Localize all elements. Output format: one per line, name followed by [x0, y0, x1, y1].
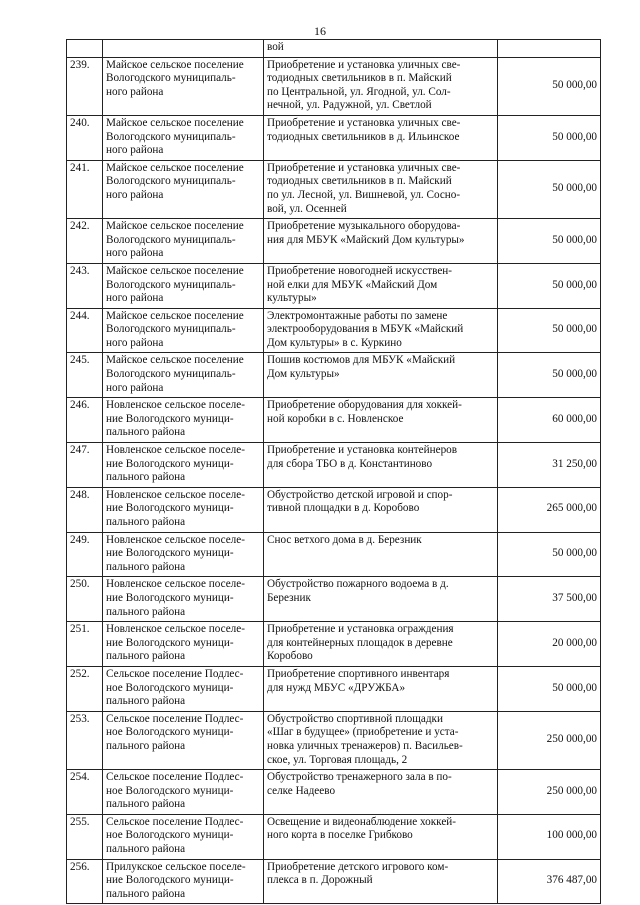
amount-cell: 50 000,00	[498, 353, 601, 398]
settlement-cell	[103, 353, 264, 398]
settlement-cell	[103, 219, 264, 264]
table-row	[67, 666, 601, 711]
description-cell	[264, 814, 498, 859]
settlement-line: Майское сельское поселение	[106, 264, 244, 277]
page-number: 16	[314, 24, 326, 38]
settlement-line: пального района	[106, 605, 186, 618]
settlement-line: Вологодского муниципаль-	[106, 72, 236, 85]
description-cell	[264, 115, 498, 160]
description-line: культуры»	[267, 292, 317, 305]
settlement-line: ние Вологодского муници-	[106, 874, 234, 887]
settlement-line: Новленское сельское поселе-	[106, 533, 245, 546]
table-row	[67, 219, 601, 264]
table-row	[67, 308, 601, 353]
settlement-line: Майское сельское поселение	[106, 58, 244, 71]
settlement-cell	[103, 487, 264, 532]
table-row	[67, 814, 601, 859]
settlement-cell	[103, 859, 264, 904]
table-row	[67, 859, 601, 904]
description-line: Дом культуры» в с. Куркино	[267, 336, 402, 349]
description-cell	[264, 160, 498, 218]
description-line: по Центральной, ул. Ягодной, ул. Сол-	[267, 85, 451, 98]
settlement-line: Вологодского муниципаль-	[106, 175, 236, 188]
amount-cell: 265 000,00	[498, 487, 601, 532]
settlement-cell	[103, 57, 264, 115]
description-line: для нужд МБУС «ДРУЖБА»	[267, 681, 406, 694]
description-line: Обустройство пожарного водоема в д.	[267, 578, 449, 591]
settlement-cell	[103, 115, 264, 160]
description-line: Приобретение спортивного инвентаря	[267, 667, 450, 680]
settlement-line: Майское сельское поселение	[106, 116, 244, 129]
settlement-cell	[103, 770, 264, 815]
settlement-line: ного района	[106, 336, 164, 349]
settlement-cell	[103, 263, 264, 308]
continuation-text: вой	[264, 40, 498, 58]
settlement-cell	[103, 711, 264, 769]
row-number: 256.	[67, 859, 103, 904]
settlement-line: ное Вологодского муници-	[106, 726, 234, 739]
description-line: тодиодных светильников в п. Майский	[267, 72, 452, 85]
description-line: Березник	[267, 591, 311, 604]
settlement-line: ного района	[106, 144, 164, 157]
description-cell	[264, 622, 498, 667]
settlement-cell	[103, 666, 264, 711]
row-number: 249.	[67, 532, 103, 577]
description-line: Приобретение и установка уличных све-	[267, 58, 461, 71]
amount-cell: 31 250,00	[498, 443, 601, 488]
row-number: 255.	[67, 814, 103, 859]
description-line: нечной, ул. Радужной, ул. Светлой	[267, 99, 432, 112]
row-number: 250.	[67, 577, 103, 622]
settlement-line: пального района	[106, 650, 186, 663]
settlement-cell	[103, 577, 264, 622]
table-row	[67, 57, 601, 115]
description-line: плекса в п. Дорожный	[267, 874, 373, 887]
description-cell	[264, 263, 498, 308]
description-line: тодиодных светильников в п. Майский	[267, 175, 452, 188]
description-line: «Шаг в будущее» (приобретение и уста-	[267, 726, 459, 739]
settlement-line: пального района	[106, 798, 186, 811]
description-cell	[264, 398, 498, 443]
settlement-line: ного района	[106, 381, 164, 394]
description-line: по ул. Лесной, ул. Вишневой, ул. Сосно-	[267, 188, 461, 201]
settlement-line: ное Вологодского муници-	[106, 681, 234, 694]
table-row	[67, 160, 601, 218]
settlement-line: Вологодского муниципаль-	[106, 323, 236, 336]
description-line: Приобретение и установка ограждения	[267, 623, 454, 636]
table-row	[67, 353, 601, 398]
settlement-line: Майское сельское поселение	[106, 220, 244, 233]
description-line: Пошив костюмов для МБУК «Майский	[267, 354, 456, 367]
description-line: тивной площадки в д. Коробово	[267, 502, 420, 515]
settlement-cell	[103, 308, 264, 353]
settlement-cell	[103, 443, 264, 488]
settlement-line: ного района	[106, 85, 164, 98]
amount-cell: 50 000,00	[498, 219, 601, 264]
description-cell	[264, 666, 498, 711]
table-row	[67, 622, 601, 667]
description-line: Коробово	[267, 650, 313, 663]
row-number: 244.	[67, 308, 103, 353]
settlement-cell	[103, 398, 264, 443]
settlement-line: пального района	[106, 426, 186, 439]
description-line: Приобретение новогодней искусствен-	[267, 264, 453, 277]
description-line: Приобретение музыкального оборудова-	[267, 220, 461, 233]
settlement-line: Майское сельское поселение	[106, 309, 244, 322]
table-row	[67, 443, 601, 488]
settlement-line: ние Вологодского муници-	[106, 591, 234, 604]
amount-cell: 50 000,00	[498, 263, 601, 308]
description-line: электрооборудования в МБУК «Майский	[267, 323, 464, 336]
settlement-line: Майское сельское поселение	[106, 354, 244, 367]
description-cell	[264, 353, 498, 398]
continuation-row	[67, 40, 601, 58]
row-number: 247.	[67, 443, 103, 488]
row-number: 242.	[67, 219, 103, 264]
description-cell	[264, 219, 498, 264]
description-line: для контейнерных площадок в деревне	[267, 636, 453, 649]
description-line: для сбора ТБО в д. Константиново	[267, 457, 433, 470]
row-number: 240.	[67, 115, 103, 160]
funding-table	[66, 39, 601, 904]
settlement-line: ние Вологодского муници-	[106, 636, 234, 649]
row-number: 241.	[67, 160, 103, 218]
description-line: селке Надеево	[267, 784, 336, 797]
description-line: Обустройство спортивной площадки	[267, 712, 443, 725]
description-cell	[264, 57, 498, 115]
description-line: вой, ул. Осенней	[267, 202, 347, 215]
settlement-line: Новленское сельское поселе-	[106, 578, 245, 591]
settlement-line: Сельское поселение Подлес-	[106, 815, 244, 828]
amount-cell: 20 000,00	[498, 622, 601, 667]
settlement-line: Вологодского муниципаль-	[106, 233, 236, 246]
settlement-line: Новленское сельское поселе-	[106, 444, 245, 457]
description-line: ного корта в поселке Грибково	[267, 829, 413, 842]
table-row	[67, 532, 601, 577]
row-number: 246.	[67, 398, 103, 443]
row-number: 253.	[67, 711, 103, 769]
settlement-cell	[103, 814, 264, 859]
amount-cell: 60 000,00	[498, 398, 601, 443]
table-row	[67, 115, 601, 160]
table-row	[67, 487, 601, 532]
description-line: Электромонтажные работы по замене	[267, 309, 448, 322]
row-number: 248.	[67, 487, 103, 532]
amount-cell: 50 000,00	[498, 666, 601, 711]
amount-cell: 50 000,00	[498, 115, 601, 160]
table-row	[67, 577, 601, 622]
settlement-line: пального района	[106, 739, 186, 752]
description-line: ной елки для МБУК «Майский Дом	[267, 278, 438, 291]
row-number: 251.	[67, 622, 103, 667]
description-line: тодиодных светильников в д. Ильинское	[267, 130, 460, 143]
settlement-line: пального района	[106, 516, 186, 528]
settlement-line: Сельское поселение Подлес-	[106, 771, 244, 784]
row-number: 245.	[67, 353, 103, 398]
amount-cell: 37 500,00	[498, 577, 601, 622]
settlement-line: пального района	[106, 560, 186, 573]
amount-cell: 250 000,00	[498, 711, 601, 769]
description-line: ной коробки в с. Новленское	[267, 412, 404, 425]
settlement-line: ние Вологодского муници-	[106, 412, 234, 425]
table-row	[67, 263, 601, 308]
settlement-line: ние Вологодского муници-	[106, 457, 234, 470]
description-line: ское, ул. Торговая площадь, 2	[267, 753, 408, 766]
settlement-line: Новленское сельское поселе-	[106, 399, 245, 412]
settlement-cell	[103, 622, 264, 667]
settlement-line: ние Вологодского муници-	[106, 547, 234, 560]
settlement-line: Прилукское сельское поселе-	[106, 860, 246, 873]
settlement-line: ние Вологодского муници-	[106, 502, 234, 515]
settlement-cell	[103, 532, 264, 577]
settlement-line: пального района	[106, 471, 186, 484]
description-cell	[264, 443, 498, 488]
row-number: 243.	[67, 263, 103, 308]
settlement-line: Новленское сельское поселе-	[106, 488, 245, 501]
description-cell	[264, 308, 498, 353]
amount-cell: 376 487,00	[498, 859, 601, 904]
settlement-line: Сельское поселение Подлес-	[106, 712, 244, 725]
description-line: Снос ветхого дома в д. Березник	[267, 533, 422, 546]
settlement-line: пального района	[106, 695, 186, 708]
settlement-line: Вологодского муниципаль-	[106, 278, 236, 291]
description-cell	[264, 577, 498, 622]
description-line: ния для МБУК «Майский Дом культуры»	[267, 233, 465, 246]
amount-cell: 100 000,00	[498, 814, 601, 859]
description-cell	[264, 770, 498, 815]
settlement-line: Сельское поселение Подлес-	[106, 667, 244, 680]
table-row	[67, 398, 601, 443]
table-row	[67, 711, 601, 769]
row-number: 254.	[67, 770, 103, 815]
description-line: новка уличных тренажеров) п. Васильев-	[267, 739, 463, 752]
amount-cell: 50 000,00	[498, 57, 601, 115]
description-line: Освещение и видеонаблюдение хоккей-	[267, 815, 457, 828]
settlement-line: пального района	[106, 887, 186, 900]
description-line: Приобретение оборудования для хоккей-	[267, 399, 462, 412]
settlement-line: ного района	[106, 188, 164, 201]
settlement-line: ного района	[106, 292, 164, 305]
settlement-line: Майское сельское поселение	[106, 161, 244, 174]
description-cell	[264, 487, 498, 532]
description-cell	[264, 711, 498, 769]
amount-cell: 50 000,00	[498, 160, 601, 218]
settlement-line: Вологодского муниципаль-	[106, 368, 236, 381]
row-number: 252.	[67, 666, 103, 711]
description-line: Обустройство тренажерного зала в по-	[267, 771, 452, 784]
description-line: Обустройство детской игровой и спор-	[267, 488, 453, 501]
amount-cell: 50 000,00	[498, 308, 601, 353]
description-line: Дом культуры»	[267, 368, 340, 381]
settlement-line: Новленское сельское поселе-	[106, 623, 245, 636]
settlement-line: пального района	[106, 843, 186, 856]
settlement-line: ное Вологодского муници-	[106, 784, 234, 797]
table-row	[67, 770, 601, 815]
settlement-line: ное Вологодского муници-	[106, 829, 234, 842]
description-line: Приобретение детского игрового ком-	[267, 860, 449, 873]
description-line: Приобретение и установка уличных све-	[267, 116, 461, 129]
description-line: Приобретение и установка уличных све-	[267, 161, 461, 174]
description-line: Приобретение и установка контейнеров	[267, 444, 458, 457]
row-number: 239.	[67, 57, 103, 115]
settlement-line: ного района	[106, 247, 164, 260]
settlement-line: Вологодского муниципаль-	[106, 130, 236, 143]
description-cell	[264, 859, 498, 904]
settlement-cell	[103, 160, 264, 218]
amount-cell: 250 000,00	[498, 770, 601, 815]
amount-cell: 50 000,00	[498, 532, 601, 577]
description-cell	[264, 532, 498, 577]
